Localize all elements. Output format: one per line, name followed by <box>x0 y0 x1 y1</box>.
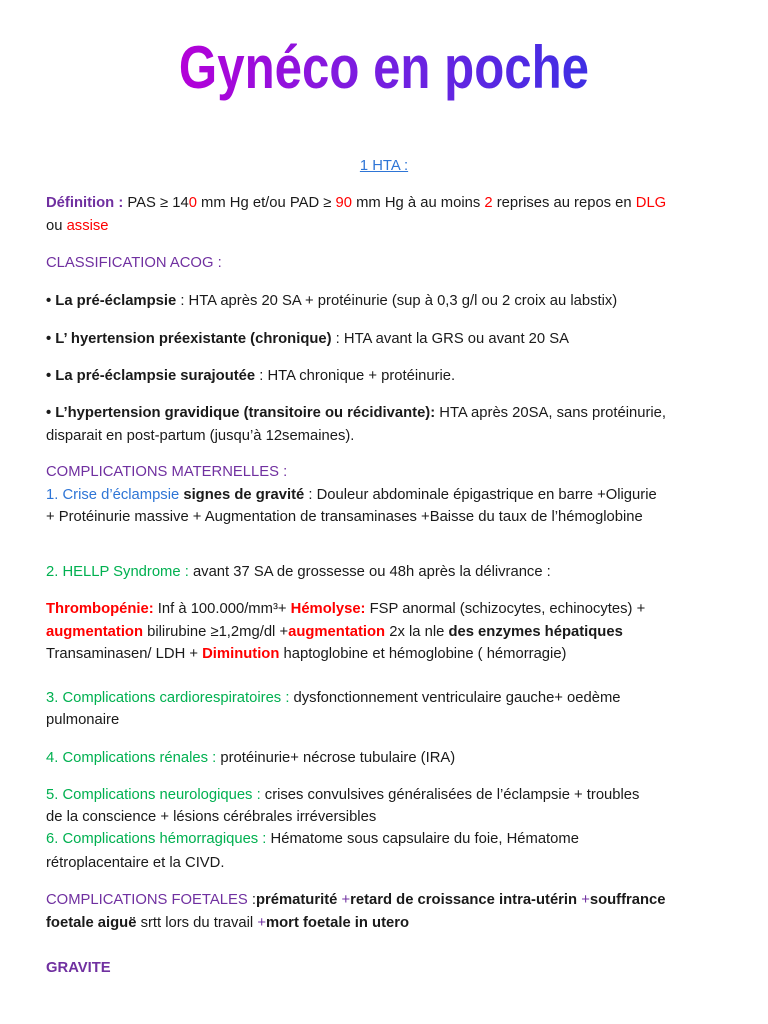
hellp-line-1: Thrombopénie: Inf à 100.000/mm³+ Hémolyse: FSP anormal (schizocytes, echinocytes) + <box>46 601 646 617</box>
fetal-complications-cont: foetale aiguë srtt lors du travail +mort foetale in utero <box>46 915 410 931</box>
classification-heading: CLASSIFICATION ACOG : <box>46 255 222 271</box>
complication-6: 6. Complications hémorragiques : Hématome sous capsulaire du foie, Hématome <box>46 831 579 847</box>
hellp-line-3: Transaminasen/ LDH + Diminution haptoglobine et hémoglobine ( hémorragie) <box>46 646 567 662</box>
classification-item: • La pré-éclampsie surajoutée : HTA chronique + protéinurie. <box>46 368 456 384</box>
complication-3-cont: pulmonaire <box>46 712 120 728</box>
complication-1: 1. Crise d’éclampsie signes de gravité : Douleur abdominale épigastrique en barre +Oligurie <box>46 487 657 503</box>
complication-3: 3. Complications cardiorespiratoires : dysfonctionnement ventriculaire gauche+ oedème <box>46 690 621 706</box>
section-heading-hta: 1 HTA : <box>359 158 409 174</box>
definition-line-2: ou assise <box>46 218 109 234</box>
classification-item: • L’hypertension gravidique (transitoire ou récidivante): HTA après 20SA, sans protéinurie, <box>46 405 666 421</box>
complication-1-cont: + Protéinurie massive + Augmentation de transaminases +Baisse du taux de l’hémoglobine <box>46 509 643 525</box>
complication-6-cont: rétroplacentaire et la CIVD. <box>46 855 225 871</box>
complication-4: 4. Complications rénales : protéinurie+ nécrose tubulaire (IRA) <box>46 750 456 766</box>
fetal-complications: COMPLICATIONS FOETALES :prématurité +retard de croissance intra-utérin +souffrance <box>46 892 666 908</box>
classification-item: • L’ hyertension préexistante (chronique) : HTA avant la GRS ou avant 20 SA <box>46 331 569 347</box>
complication-2: 2. HELLP Syndrome : avant 37 SA de grossesse ou 48h après la délivrance : <box>46 564 551 580</box>
classification-item-cont: disparait en post-partum (jusqu’à 12semaines). <box>46 428 355 444</box>
complication-5-cont: de la conscience + lésions cérébrales irréversibles <box>46 809 377 825</box>
complication-5: 5. Complications neurologiques : crises convulsives généralisées de l’éclampsie + troubles <box>46 787 640 803</box>
page-title: Gynéco en poche <box>178 34 590 101</box>
gravite-heading: GRAVITE <box>46 960 111 976</box>
hellp-line-2: augmentation bilirubine ≥1,2mg/dl +augmentation 2x la nle des enzymes hépatiques <box>46 624 623 640</box>
maternal-complications-heading: COMPLICATIONS MATERNELLES : <box>46 464 288 480</box>
definition-line: Définition : PAS ≥ 140 mm Hg et/ou PAD ≥ 90 mm Hg à au moins 2 reprises au repos en DLG <box>46 195 667 211</box>
classification-item: • La pré-éclampsie : HTA après 20 SA + protéinurie (sup à 0,3 g/l ou 2 croix au labstix) <box>46 293 618 309</box>
